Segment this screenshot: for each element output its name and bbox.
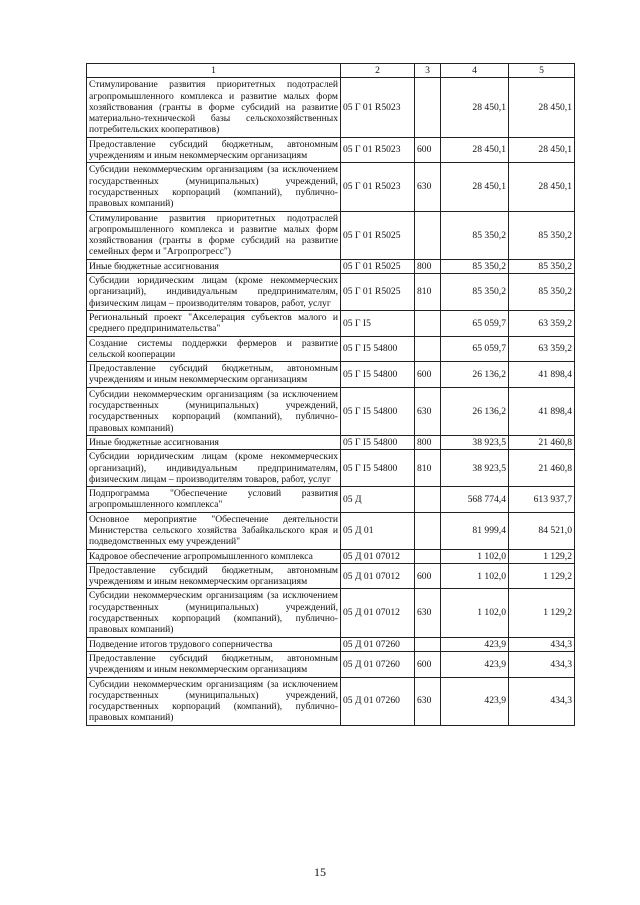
row-value-1-cell: 423,9 [441, 637, 509, 651]
row-code-cell: 05 Д 01 [341, 512, 415, 549]
row-code-cell: 05 Г I5 54800 [341, 387, 415, 435]
row-code-cell: 05 Г I5 54800 [341, 450, 415, 487]
row-code-cell: 05 Д 01 07012 [341, 549, 415, 563]
row-type-cell [415, 336, 441, 362]
table-row [87, 512, 575, 549]
header-col-2: 2 [341, 64, 415, 78]
row-name-cell: Иные бюджетные ассигнования [87, 259, 341, 273]
row-code-cell: 05 Д 01 07260 [341, 637, 415, 651]
row-value-2-cell: 28 450,1 [509, 163, 575, 211]
row-type-cell [415, 310, 441, 336]
row-value-1-cell: 423,9 [441, 651, 509, 677]
row-value-2-cell: 85 350,2 [509, 259, 575, 273]
header-col-3: 3 [415, 64, 441, 78]
row-name-cell: Кадровое обеспечение агропромышленного комплекса [87, 549, 341, 563]
row-type-cell [415, 512, 441, 549]
row-type-cell: 810 [415, 274, 441, 311]
row-code-cell: 05 Г I5 54800 [341, 336, 415, 362]
row-value-1-cell: 28 450,1 [441, 78, 509, 137]
row-value-1-cell: 423,9 [441, 677, 509, 725]
row-name-cell: Основное мероприятие "Обеспечение деятельности Министерства сельского хозяйства Забайкальского края и подведомственных ему учреждений" [87, 512, 341, 549]
table-row [87, 211, 575, 259]
row-type-cell: 600 [415, 137, 441, 163]
row-value-1-cell: 38 923,5 [441, 450, 509, 487]
row-value-2-cell: 85 350,2 [509, 211, 575, 259]
budget-table-body [87, 64, 575, 726]
row-type-cell: 800 [415, 259, 441, 273]
row-value-1-cell: 1 102,0 [441, 589, 509, 637]
row-type-cell: 800 [415, 435, 441, 449]
table-row [87, 637, 575, 651]
row-value-2-cell: 1 129,2 [509, 549, 575, 563]
row-code-cell: 05 Д 01 07260 [341, 651, 415, 677]
row-name-cell: Иные бюджетные ассигнования [87, 435, 341, 449]
row-type-cell: 630 [415, 589, 441, 637]
row-value-1-cell: 1 102,0 [441, 549, 509, 563]
row-value-2-cell: 63 359,2 [509, 310, 575, 336]
row-name-cell: Региональный проект "Акселерация субъектов малого и среднего предпринимательства" [87, 310, 341, 336]
row-code-cell: 05 Г 01 R5025 [341, 211, 415, 259]
row-value-2-cell: 28 450,1 [509, 137, 575, 163]
row-type-cell [415, 549, 441, 563]
row-value-2-cell: 434,3 [509, 677, 575, 725]
row-name-cell: Предоставление субсидий бюджетным, автономным учреждениям и иным некоммерческим организациям [87, 563, 341, 589]
row-type-cell [415, 78, 441, 137]
row-code-cell: 05 Г 01 R5023 [341, 163, 415, 211]
table-row [87, 435, 575, 449]
row-code-cell: 05 Г 01 R5023 [341, 137, 415, 163]
table-row [87, 362, 575, 388]
table-row [87, 487, 575, 513]
row-value-1-cell: 65 059,7 [441, 310, 509, 336]
table-row [87, 563, 575, 589]
row-name-cell: Стимулирование развития приоритетных подотраслей агропромышленного комплекса и развитие малых форм хозяйствования (гранты в форме субсидий на развитие материально-технической базы сельскохозяйственных потребительских кооперативов) [87, 78, 341, 137]
row-value-2-cell: 1 129,2 [509, 589, 575, 637]
row-code-cell: 05 Д [341, 487, 415, 513]
row-type-cell: 630 [415, 677, 441, 725]
table-row [87, 387, 575, 435]
row-type-cell: 600 [415, 362, 441, 388]
table-header-row [87, 64, 575, 78]
row-code-cell: 05 Г I5 54800 [341, 435, 415, 449]
row-name-cell: Предоставление субсидий бюджетным, автономным учреждениям и иным некоммерческим организациям [87, 137, 341, 163]
table-row [87, 274, 575, 311]
row-name-cell: Субсидии некоммерческим организациям (за исключением государственных (муниципальных) учреждений, государственных корпораций (компаний), публично-правовых компаний) [87, 163, 341, 211]
row-type-cell [415, 211, 441, 259]
row-value-1-cell: 28 450,1 [441, 163, 509, 211]
row-type-cell: 630 [415, 163, 441, 211]
row-type-cell: 600 [415, 563, 441, 589]
row-value-1-cell: 1 102,0 [441, 563, 509, 589]
table-row [87, 259, 575, 273]
row-name-cell: Субсидии некоммерческим организациям (за исключением государственных (муниципальных) учреждений, государственных корпораций (компаний), публично-правовых компаний) [87, 589, 341, 637]
row-value-2-cell: 41 898,4 [509, 387, 575, 435]
row-value-2-cell: 84 521,0 [509, 512, 575, 549]
row-type-cell [415, 637, 441, 651]
row-name-cell: Субсидии юридическим лицам (кроме некоммерческих организаций), индивидуальным предпринимателям, физическим лицам – производителям товаров, работ, услуг [87, 450, 341, 487]
row-code-cell: 05 Д 01 07012 [341, 589, 415, 637]
row-code-cell: 05 Г I5 [341, 310, 415, 336]
header-col-1: 1 [87, 64, 341, 78]
table-row [87, 163, 575, 211]
row-code-cell: 05 Г 01 R5025 [341, 274, 415, 311]
row-name-cell: Предоставление субсидий бюджетным, автономным учреждениям и иным некоммерческим организациям [87, 651, 341, 677]
row-value-2-cell: 21 460,8 [509, 450, 575, 487]
table-row [87, 651, 575, 677]
row-value-1-cell: 85 350,2 [441, 259, 509, 273]
row-value-1-cell: 65 059,7 [441, 336, 509, 362]
row-value-1-cell: 568 774,4 [441, 487, 509, 513]
row-code-cell: 05 Г 01 R5023 [341, 78, 415, 137]
row-value-2-cell: 613 937,7 [509, 487, 575, 513]
row-type-cell [415, 487, 441, 513]
row-value-1-cell: 85 350,2 [441, 274, 509, 311]
header-col-4: 4 [441, 64, 509, 78]
row-value-1-cell: 85 350,2 [441, 211, 509, 259]
page-number: 15 [314, 865, 326, 879]
row-name-cell: Подпрограмма "Обеспечение условий развития агропромышленного комплекса" [87, 487, 341, 513]
row-name-cell: Субсидии некоммерческим организациям (за исключением государственных (муниципальных) учреждений, государственных корпораций (компаний), публично-правовых компаний) [87, 387, 341, 435]
row-value-2-cell: 434,3 [509, 651, 575, 677]
row-value-1-cell: 28 450,1 [441, 137, 509, 163]
row-value-1-cell: 38 923,5 [441, 435, 509, 449]
row-name-cell: Стимулирование развития приоритетных подотраслей агропромышленного комплекса и развитие малых форм хозяйствования (гранты в форме субсидий на развитие семейных ферм и "Агропрогресс") [87, 211, 341, 259]
row-name-cell: Подведение итогов трудового соперничества [87, 637, 341, 651]
budget-table [86, 63, 575, 726]
table-row [87, 78, 575, 137]
row-value-2-cell: 85 350,2 [509, 274, 575, 311]
table-row [87, 589, 575, 637]
row-code-cell: 05 Д 01 07012 [341, 563, 415, 589]
row-name-cell: Субсидии юридическим лицам (кроме некоммерческих организаций), индивидуальным предпринимателям, физическим лицам – производителям товаров, работ, услуг [87, 274, 341, 311]
row-value-2-cell: 1 129,2 [509, 563, 575, 589]
row-value-1-cell: 26 136,2 [441, 387, 509, 435]
table-row [87, 549, 575, 563]
table-row [87, 336, 575, 362]
row-value-1-cell: 81 999,4 [441, 512, 509, 549]
row-type-cell: 600 [415, 651, 441, 677]
row-name-cell: Субсидии некоммерческим организациям (за исключением государственных (муниципальных) учреждений, государственных корпораций (компаний), публично-правовых компаний) [87, 677, 341, 725]
row-value-2-cell: 434,3 [509, 637, 575, 651]
row-code-cell: 05 Д 01 07260 [341, 677, 415, 725]
row-code-cell: 05 Г 01 R5025 [341, 259, 415, 273]
header-col-5: 5 [509, 64, 575, 78]
table-row [87, 137, 575, 163]
row-value-2-cell: 28 450,1 [509, 78, 575, 137]
row-type-cell: 630 [415, 387, 441, 435]
row-value-2-cell: 63 359,2 [509, 336, 575, 362]
row-name-cell: Предоставление субсидий бюджетным, автономным учреждениям и иным некоммерческим организациям [87, 362, 341, 388]
table-row [87, 450, 575, 487]
row-value-2-cell: 41 898,4 [509, 362, 575, 388]
row-name-cell: Создание системы поддержки фермеров и развитие сельской кооперации [87, 336, 341, 362]
table-row [87, 310, 575, 336]
row-type-cell: 810 [415, 450, 441, 487]
row-value-2-cell: 21 460,8 [509, 435, 575, 449]
row-value-1-cell: 26 136,2 [441, 362, 509, 388]
row-code-cell: 05 Г I5 54800 [341, 362, 415, 388]
table-row [87, 677, 575, 725]
